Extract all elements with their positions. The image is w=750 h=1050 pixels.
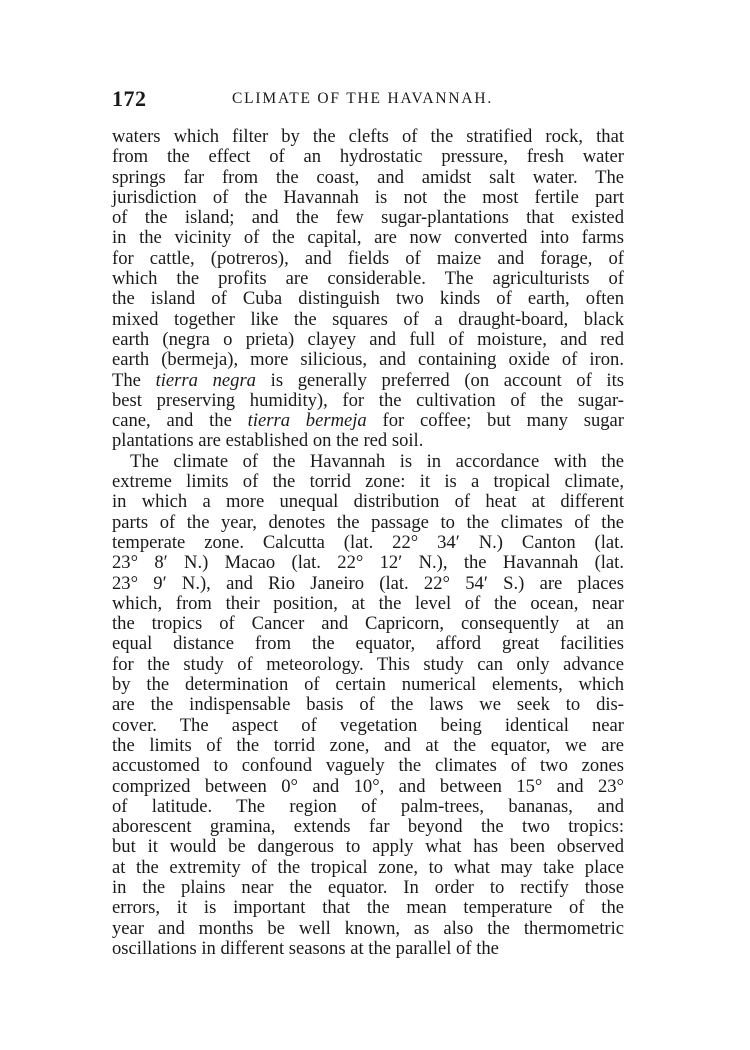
text-line xyxy=(112,310,624,330)
text-run: the limits of the torrid zone, and at the equator, we are xyxy=(112,734,624,756)
text-line xyxy=(112,188,624,208)
text-run: at the extremity of the tropical zone, to what may take place xyxy=(112,856,624,878)
text-line xyxy=(112,553,624,573)
text-run: springs far from the coast, and amidst salt water. The xyxy=(112,166,624,188)
text-run: waters which filter by the clefts of the stratified rock, that xyxy=(112,126,624,147)
text-run: is generally preferred (on account of its xyxy=(255,369,624,391)
text-line xyxy=(112,614,624,634)
text-run: earth (bermeja), more silicious, and containing oxide of iron. xyxy=(112,349,624,371)
text-line xyxy=(112,492,624,512)
paragraph xyxy=(112,452,624,959)
text-run: in the plains near the equator. In order to rectify those xyxy=(112,876,624,898)
text-line xyxy=(112,452,624,472)
text-run: plantations are established on the red soil. xyxy=(112,430,424,452)
text-line xyxy=(112,655,624,675)
text-run: earth (negra o prieta) clayey and full of moisture, and red xyxy=(112,328,624,350)
text-run: aborescent gramina, extends far beyond the two tropics: xyxy=(112,816,624,838)
text-line xyxy=(112,777,624,797)
paragraph xyxy=(112,127,624,452)
text-run: temperate zone. Calcutta (lat. 22° 34′ N.) Canton (lat. xyxy=(112,531,624,553)
text-line xyxy=(112,513,624,533)
text-run: for the study of meteorology. This study can only advance xyxy=(112,653,624,675)
text-run: in the vicinity of the capital, are now converted into farms xyxy=(112,227,624,249)
text-run: for cattle, (potreros), and fields of maize and forage, of xyxy=(112,247,624,269)
text-run: errors, it is important that the mean temperature of the xyxy=(112,897,624,919)
text-line xyxy=(112,533,624,553)
text-run: accustomed to confound vaguely the climates of two zones xyxy=(112,755,624,777)
text-line xyxy=(112,919,624,939)
text-run: parts of the year, denotes the passage to the climates of the xyxy=(112,511,624,533)
text-run: extreme limits of the torrid zone: it is a tropical climate, xyxy=(112,471,624,493)
text-line xyxy=(112,797,624,817)
text-line xyxy=(112,898,624,918)
text-line xyxy=(112,574,624,594)
text-line xyxy=(112,594,624,614)
text-run: are the indispensable basis of the laws we seek to dis- xyxy=(112,694,624,716)
text-run: mixed together like the squares of a draught-board, black xyxy=(112,308,624,330)
text-run: the tropics of Cancer and Capricorn, consequently at an xyxy=(112,613,624,635)
text-line xyxy=(112,411,624,431)
page-header xyxy=(112,86,624,114)
text-line xyxy=(112,878,624,898)
text-line xyxy=(112,249,624,269)
text-line xyxy=(112,837,624,857)
text-run: The xyxy=(112,369,156,391)
text-run: comprized between 0° and 10°, and between 15° and 23° xyxy=(112,775,624,797)
text-run: 23° 8′ N.) Macao (lat. 22° 12′ N.), the Havannah (lat. xyxy=(112,552,624,574)
text-run: 23° 9′ N.), and Rio Janeiro (lat. 22° 54′ S.) are places xyxy=(112,572,624,594)
italic-term: tierra bermeja xyxy=(247,410,367,432)
text-run: by the determination of certain numerical elements, which xyxy=(112,674,624,696)
text-run: but it would be dangerous to apply what has been observed xyxy=(112,836,624,858)
text-line xyxy=(112,756,624,776)
text-run: which the profits are considerable. The agriculturists of xyxy=(112,268,624,290)
body-text xyxy=(112,127,624,959)
text-run: jurisdiction of the Havannah is not the most fertile part xyxy=(112,186,624,208)
text-line xyxy=(112,391,624,411)
text-line xyxy=(112,817,624,837)
text-line xyxy=(112,228,624,248)
text-run: year and months be well known, as also the thermometric xyxy=(112,917,624,939)
text-line xyxy=(112,472,624,492)
text-line xyxy=(112,736,624,756)
text-run: oscillations in different seasons at the parallel of the xyxy=(112,937,499,959)
text-line xyxy=(112,168,624,188)
page-number: 172 xyxy=(112,86,147,111)
text-run: of the island; and the few sugar-plantations that existed xyxy=(112,207,624,229)
running-title: CLIMATE OF THE HAVANNAH. xyxy=(232,90,494,107)
italic-term: tierra negra xyxy=(155,369,256,391)
text-line xyxy=(112,675,624,695)
text-run: cover. The aspect of vegetation being identical near xyxy=(112,714,624,736)
text-line xyxy=(112,208,624,228)
text-run: of latitude. The region of palm-trees, bananas, and xyxy=(112,795,624,817)
text-run: cane, and the xyxy=(112,410,248,432)
text-line xyxy=(112,939,624,959)
text-line xyxy=(112,330,624,350)
text-line xyxy=(112,269,624,289)
text-line xyxy=(112,858,624,878)
text-line xyxy=(112,350,624,370)
text-line xyxy=(112,289,624,309)
text-line xyxy=(112,695,624,715)
text-line xyxy=(112,147,624,167)
text-line xyxy=(112,634,624,654)
text-line xyxy=(112,716,624,736)
text-run: best preserving humidity), for the cultivation of the sugar- xyxy=(112,389,624,411)
text-run: for coffee; but many sugar xyxy=(366,410,624,432)
text-line xyxy=(112,371,624,391)
text-run: the island of Cuba distinguish two kinds of earth, often xyxy=(112,288,624,310)
text-run: The climate of the Havannah is in accordance with the xyxy=(130,450,624,472)
text-line xyxy=(112,127,624,147)
text-run: from the effect of an hydrostatic pressure, fresh water xyxy=(112,146,624,168)
text-run: equal distance from the equator, afford great facilities xyxy=(112,633,624,655)
text-run: in which a more unequal distribution of heat at different xyxy=(112,491,624,513)
text-line xyxy=(112,431,624,451)
text-run: which, from their position, at the level of the ocean, near xyxy=(112,592,624,614)
